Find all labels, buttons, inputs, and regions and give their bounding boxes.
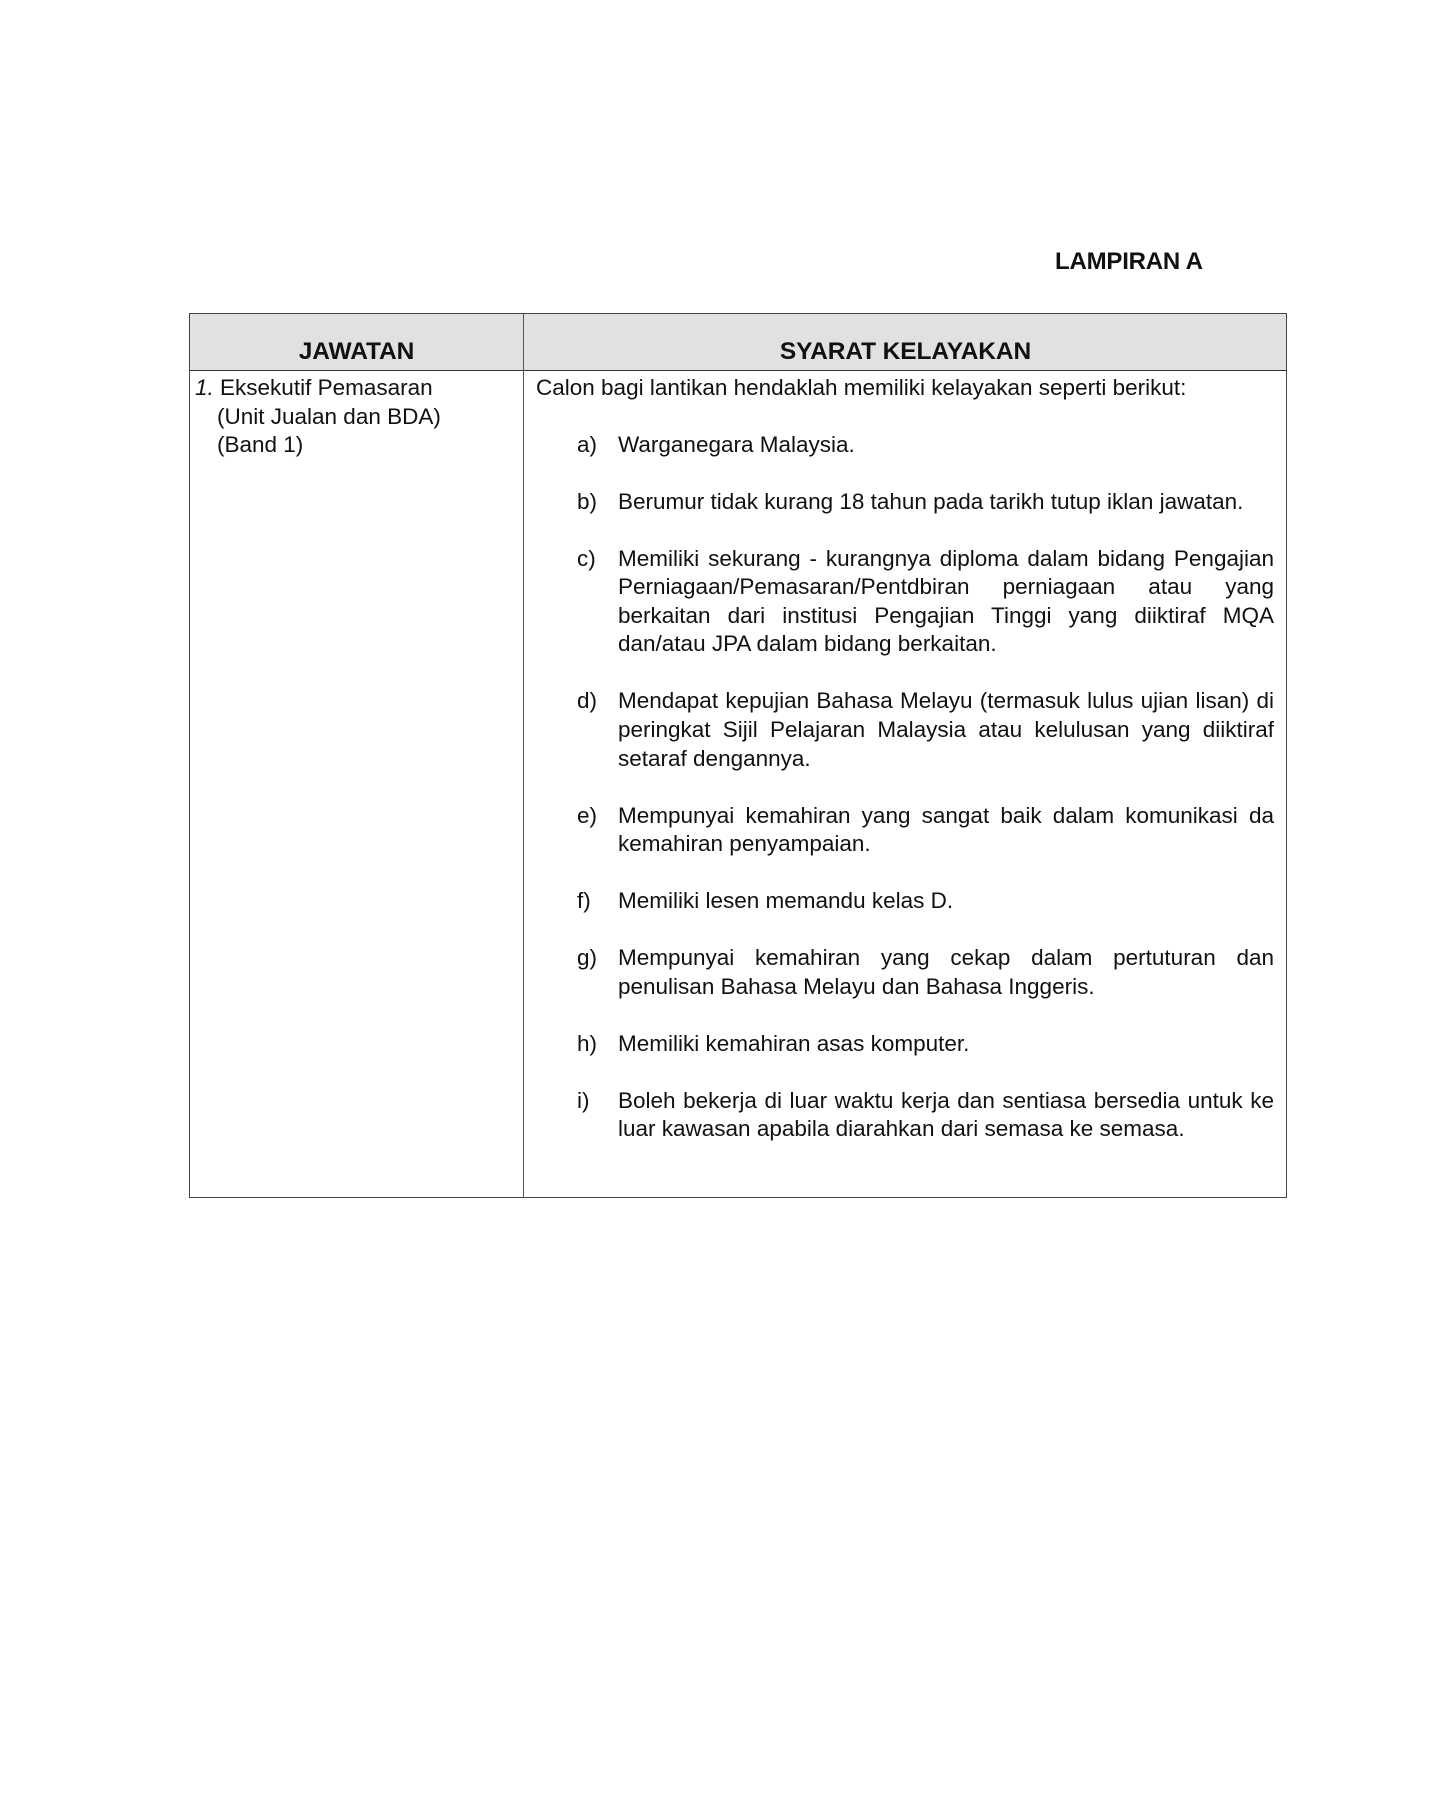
requirement-marker: i)	[577, 1087, 590, 1113]
requirements-list	[536, 431, 1280, 1144]
requirements-intro: Calon bagi lantikan hendaklah memiliki kelayakan seperti berikut:	[536, 375, 1187, 400]
requirement-marker: f)	[577, 888, 591, 914]
position-title-line	[195, 374, 441, 403]
position-band: (Band 1)	[217, 432, 304, 458]
header-jawatan: JAWATAN	[298, 338, 415, 365]
position-title: Eksekutif Pemasaran	[220, 375, 433, 400]
header-syarat-kelayakan: SYARAT KELAYAKAN	[779, 338, 1032, 365]
requirements-cell	[536, 374, 1280, 1144]
requirement-marker: h)	[577, 1030, 598, 1056]
requirement-item	[536, 887, 1280, 916]
requirement-item	[536, 1030, 1280, 1059]
requirement-text: Memiliki sekurang - kurangnya diploma dalam bidang Pengajian Perniagaan/Pemasaran/Pentdbiran perniagaan atau yang berkaitan dari institusi Pengajian Tinggi yang diiktiraf MQA dan/atau JPA dalam bidang berkaitan.	[618, 545, 1274, 657]
requirement-text: Mendapat kepujian Bahasa Melayu (termasuk lulus ujian lisan) di peringkat Sijil Pelajaran Malaysia atau kelulusan yang diiktiraf setaraf dengannya.	[618, 688, 1274, 771]
requirement-item	[536, 687, 1280, 773]
column-divider	[523, 314, 524, 1197]
requirement-text: Mempunyai kemahiran yang cekap dalam pertuturan dan penulisan Bahasa Melayu dan Bahasa Inggeris.	[618, 945, 1274, 999]
requirement-item	[536, 1087, 1280, 1144]
requirement-marker: c)	[577, 545, 596, 571]
requirement-text: Berumur tidak kurang 18 tahun pada tarikh tutup iklan jawatan.	[618, 488, 1244, 514]
requirement-marker: d)	[577, 688, 598, 714]
annex-label: LAMPIRAN A	[1055, 248, 1203, 275]
requirement-item	[536, 431, 1280, 460]
requirement-marker: g)	[577, 945, 598, 971]
requirement-item	[536, 545, 1280, 659]
requirement-item	[536, 944, 1280, 1001]
position-number: 1.	[195, 375, 214, 400]
requirement-marker: a)	[577, 431, 598, 457]
position-cell	[195, 374, 441, 460]
requirement-text: Boleh bekerja di luar waktu kerja dan sentiasa bersedia untuk ke luar kawasan apabila diarahkan dari semasa ke semasa.	[618, 1087, 1274, 1142]
requirement-text: Memiliki lesen memandu kelas D.	[618, 888, 954, 914]
requirement-marker: e)	[577, 802, 598, 828]
requirement-item	[536, 488, 1280, 517]
requirement-text: Memiliki kemahiran asas komputer.	[618, 1030, 970, 1056]
position-unit: (Unit Jualan dan BDA)	[217, 403, 441, 429]
requirement-text: Mempunyai kemahiran yang sangat baik dalam komunikasi da kemahiran penyampaian.	[618, 802, 1274, 857]
qualification-table	[189, 313, 1287, 1198]
requirement-item	[536, 802, 1280, 859]
requirement-text: Warganegara Malaysia.	[618, 431, 855, 457]
requirement-marker: b)	[577, 488, 598, 514]
